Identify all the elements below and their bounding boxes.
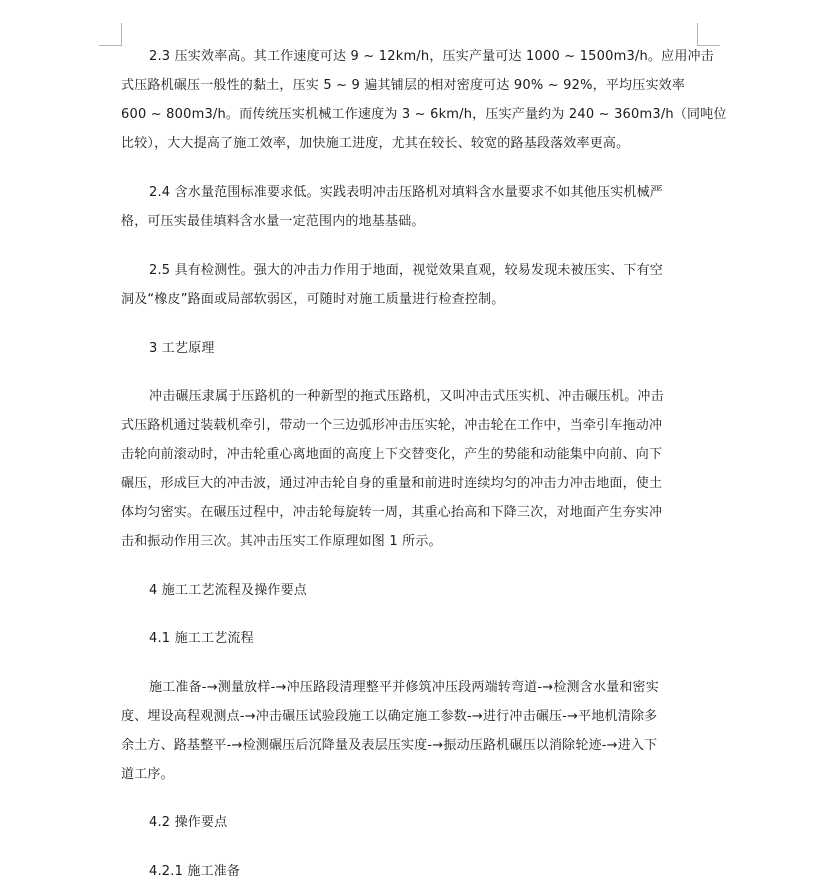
- paragraph-2-3: [121, 42, 727, 158]
- text-line: 格，可压实最佳填料含水量一定范围内的地基基础。: [121, 214, 425, 229]
- text-line: 式压路机碾压一般性的黏土，压实 5 ~ 9 遍其铺层的相对密度可达 90% ~ 92%，平均压实效率: [121, 78, 686, 93]
- paragraph-2-4: [121, 178, 697, 236]
- heading-4-2: [121, 808, 697, 837]
- heading-text: 4.1 施工工艺流程: [149, 631, 254, 646]
- paragraph-4-1: [121, 673, 697, 789]
- heading-text: 4.2.1 施工准备: [149, 864, 241, 879]
- paragraph-3: [121, 382, 697, 556]
- text-line: 冲击碾压隶属于压路机的一种新型的拖式压路机，又叫冲击式压实机、冲击碾压机。冲击: [149, 389, 664, 404]
- text-line: 2.3 压实效率高。其工作速度可达 9 ~ 12km/h，压实产量可达 1000 ~ 1500m3/h。应用冲击: [149, 49, 714, 64]
- heading-4: [121, 576, 697, 605]
- text-line: 洞及“橡皮”路面或局部软弱区，可随时对施工质量进行检查控制。: [121, 292, 505, 307]
- text-line: 2.4 含水量范围标准要求低。实践表明冲击压路机对填料含水量要求不如其他压实机械严: [149, 185, 664, 200]
- heading-text: 3 工艺原理: [149, 341, 215, 356]
- text-line: 道工序。: [121, 767, 174, 782]
- text-line: 600 ~ 800m3/h。而传统压实机械工作速度为 3 ~ 6km/h，压实产量约为 240 ~ 360m3/h（同吨位: [121, 107, 727, 122]
- heading-4-1: [121, 624, 697, 653]
- text-line: 2.5 具有检测性。强大的冲击力作用于地面，视觉效果直观，较易发现未被压实、下有空: [149, 263, 664, 278]
- text-line: 施工准备-→测量放样-→冲压路段清理整平并修筑冲压段两端转弯道-→检测含水量和密实: [149, 680, 659, 695]
- text-line: 击和振动作用三次。其冲击压实工作原理如图 1 所示。: [121, 534, 442, 549]
- heading-text: 4 施工工艺流程及操作要点: [149, 583, 308, 598]
- text-line: 体均匀密实。在碾压过程中，冲击轮每旋转一周，其重心抬高和下降三次，对地面产生夯实冲: [121, 505, 663, 520]
- text-line: 度、埋设高程观测点-→冲击碾压试验段施工以确定施工参数-→进行冲击碾压-→平地机清除多: [121, 709, 658, 724]
- text-line: 式压路机通过装载机牵引，带动一个三边弧形冲击压实轮，冲击轮在工作中，当牵引车拖动冲: [121, 418, 663, 433]
- text-line: 击轮向前滚动时，冲击轮重心离地面的高度上下交替变化，产生的势能和动能集中向前、向下: [121, 447, 663, 462]
- heading-4-2-1: [121, 857, 697, 886]
- text-line: 余土方、路基整平-→检测碾压后沉降量及表层压实度-→振动压路机碾压以消除轮迹-→进入下: [121, 738, 658, 753]
- margin-corner-mark-left: [99, 23, 122, 46]
- text-line: 比较），大大提高了施工效率，加快施工进度，尤其在较长、较宽的路基段落效率更高。: [121, 136, 630, 151]
- paragraph-2-5: [121, 256, 697, 314]
- heading-3: [121, 334, 697, 363]
- heading-text: 4.2 操作要点: [149, 815, 228, 830]
- text-line: 碾压，形成巨大的冲击波，通过冲击轮自身的重量和前进时连续均匀的冲击力冲击地面，使土: [121, 476, 663, 491]
